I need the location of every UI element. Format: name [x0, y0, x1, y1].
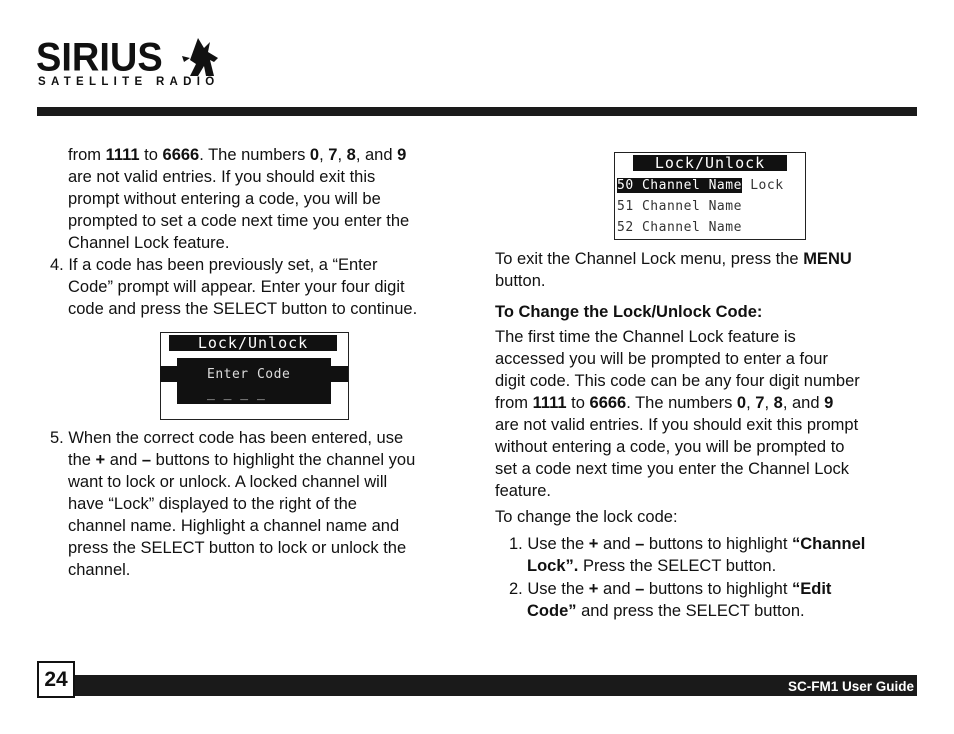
text-line: are not valid entries. If you should exit this — [68, 168, 376, 186]
lcd-title: Lock/Unlock — [633, 155, 787, 171]
text-line: want to lock or unlock. A locked channel will — [68, 473, 388, 491]
text-line: accessed you will be prompted to enter a four — [495, 350, 828, 368]
text-line: prompt without entering a code, you will be — [68, 190, 381, 208]
lcd-code-dashes: _ _ _ _ — [207, 386, 266, 401]
text-line: Lock”. Press the SELECT button. — [527, 557, 777, 575]
page-number: 24 — [37, 661, 75, 698]
code-range-line: from 1111 to 6666. The numbers 0, 7, 8, and 9 — [68, 146, 407, 164]
dog-icon — [180, 36, 226, 78]
step-2 — [509, 578, 919, 622]
step-4 — [50, 254, 470, 320]
text-line: the + and – buttons to highlight the channel you — [68, 451, 416, 469]
text-line: Code” and press the SELECT button. — [527, 602, 805, 620]
text-line: Channel Lock feature. — [68, 234, 230, 252]
logo-subtitle: SATELLITE RADIO — [38, 76, 220, 88]
lcd-enter-code-label: Enter Code — [207, 367, 291, 382]
text-line: without entering a code, you will be prompted to — [495, 438, 845, 456]
code-range-line: from 1111 to 6666. The numbers 0, 7, 8, and 9 — [495, 394, 834, 412]
text-line: prompted to set a code next time you enter the — [68, 212, 410, 230]
text-line: button. — [495, 272, 546, 290]
text-line: 2. Use the + and – buttons to highlight “Edit — [509, 580, 832, 598]
text-line: code and press the SELECT button to continue. — [68, 300, 418, 318]
text-line: feature. — [495, 482, 551, 500]
to-change-label: To change the lock code: — [495, 508, 678, 526]
text-line: have “Lock” displayed to the right of the — [68, 495, 357, 513]
text-line: are not valid entries. If you should exit this prompt — [495, 416, 859, 434]
text-line: channel. — [68, 561, 131, 579]
lcd-channel-row: 52 Channel Name — [617, 220, 742, 235]
text-line: set a code next time you enter the Channel Lock — [495, 460, 850, 478]
exit-instructions — [495, 248, 920, 292]
header-rule — [37, 107, 917, 116]
lcd-enter-code — [160, 332, 349, 420]
lcd-channel-row: 51 Channel Name — [617, 199, 742, 214]
step-5 — [50, 427, 470, 581]
footer-bar — [37, 675, 917, 696]
step-1 — [509, 533, 919, 577]
sirius-logo — [36, 35, 220, 92]
text-line: press the SELECT button to lock or unlock the — [68, 539, 407, 557]
text-line: 5. When the correct code has been entered, use — [50, 429, 404, 447]
right-paragraph — [495, 326, 920, 502]
text-line: Code” prompt will appear. Enter your four digit — [68, 278, 405, 296]
text-line: 1. Use the + and – buttons to highlight “Channel — [509, 535, 866, 553]
text-line: digit code. This code can be any four digit number — [495, 372, 860, 390]
guide-title: SC-FM1 User Guide — [787, 679, 914, 694]
section-heading: To Change the Lock/Unlock Code: — [495, 303, 763, 321]
lcd-channel-row: 50 Channel Name Lock — [617, 178, 784, 193]
lcd-channel-list — [614, 152, 806, 240]
text-line: 4. If a code has been previously set, a “Enter — [50, 256, 378, 274]
lcd-title: Lock/Unlock — [169, 335, 337, 351]
logo-wordmark: SIRIUS — [36, 35, 163, 81]
text-line: The first time the Channel Lock feature is — [495, 328, 796, 346]
left-paragraph-1 — [68, 144, 468, 254]
text-line: channel name. Highlight a channel name and — [68, 517, 400, 535]
text-line: To exit the Channel Lock menu, press the MENU — [495, 250, 852, 268]
